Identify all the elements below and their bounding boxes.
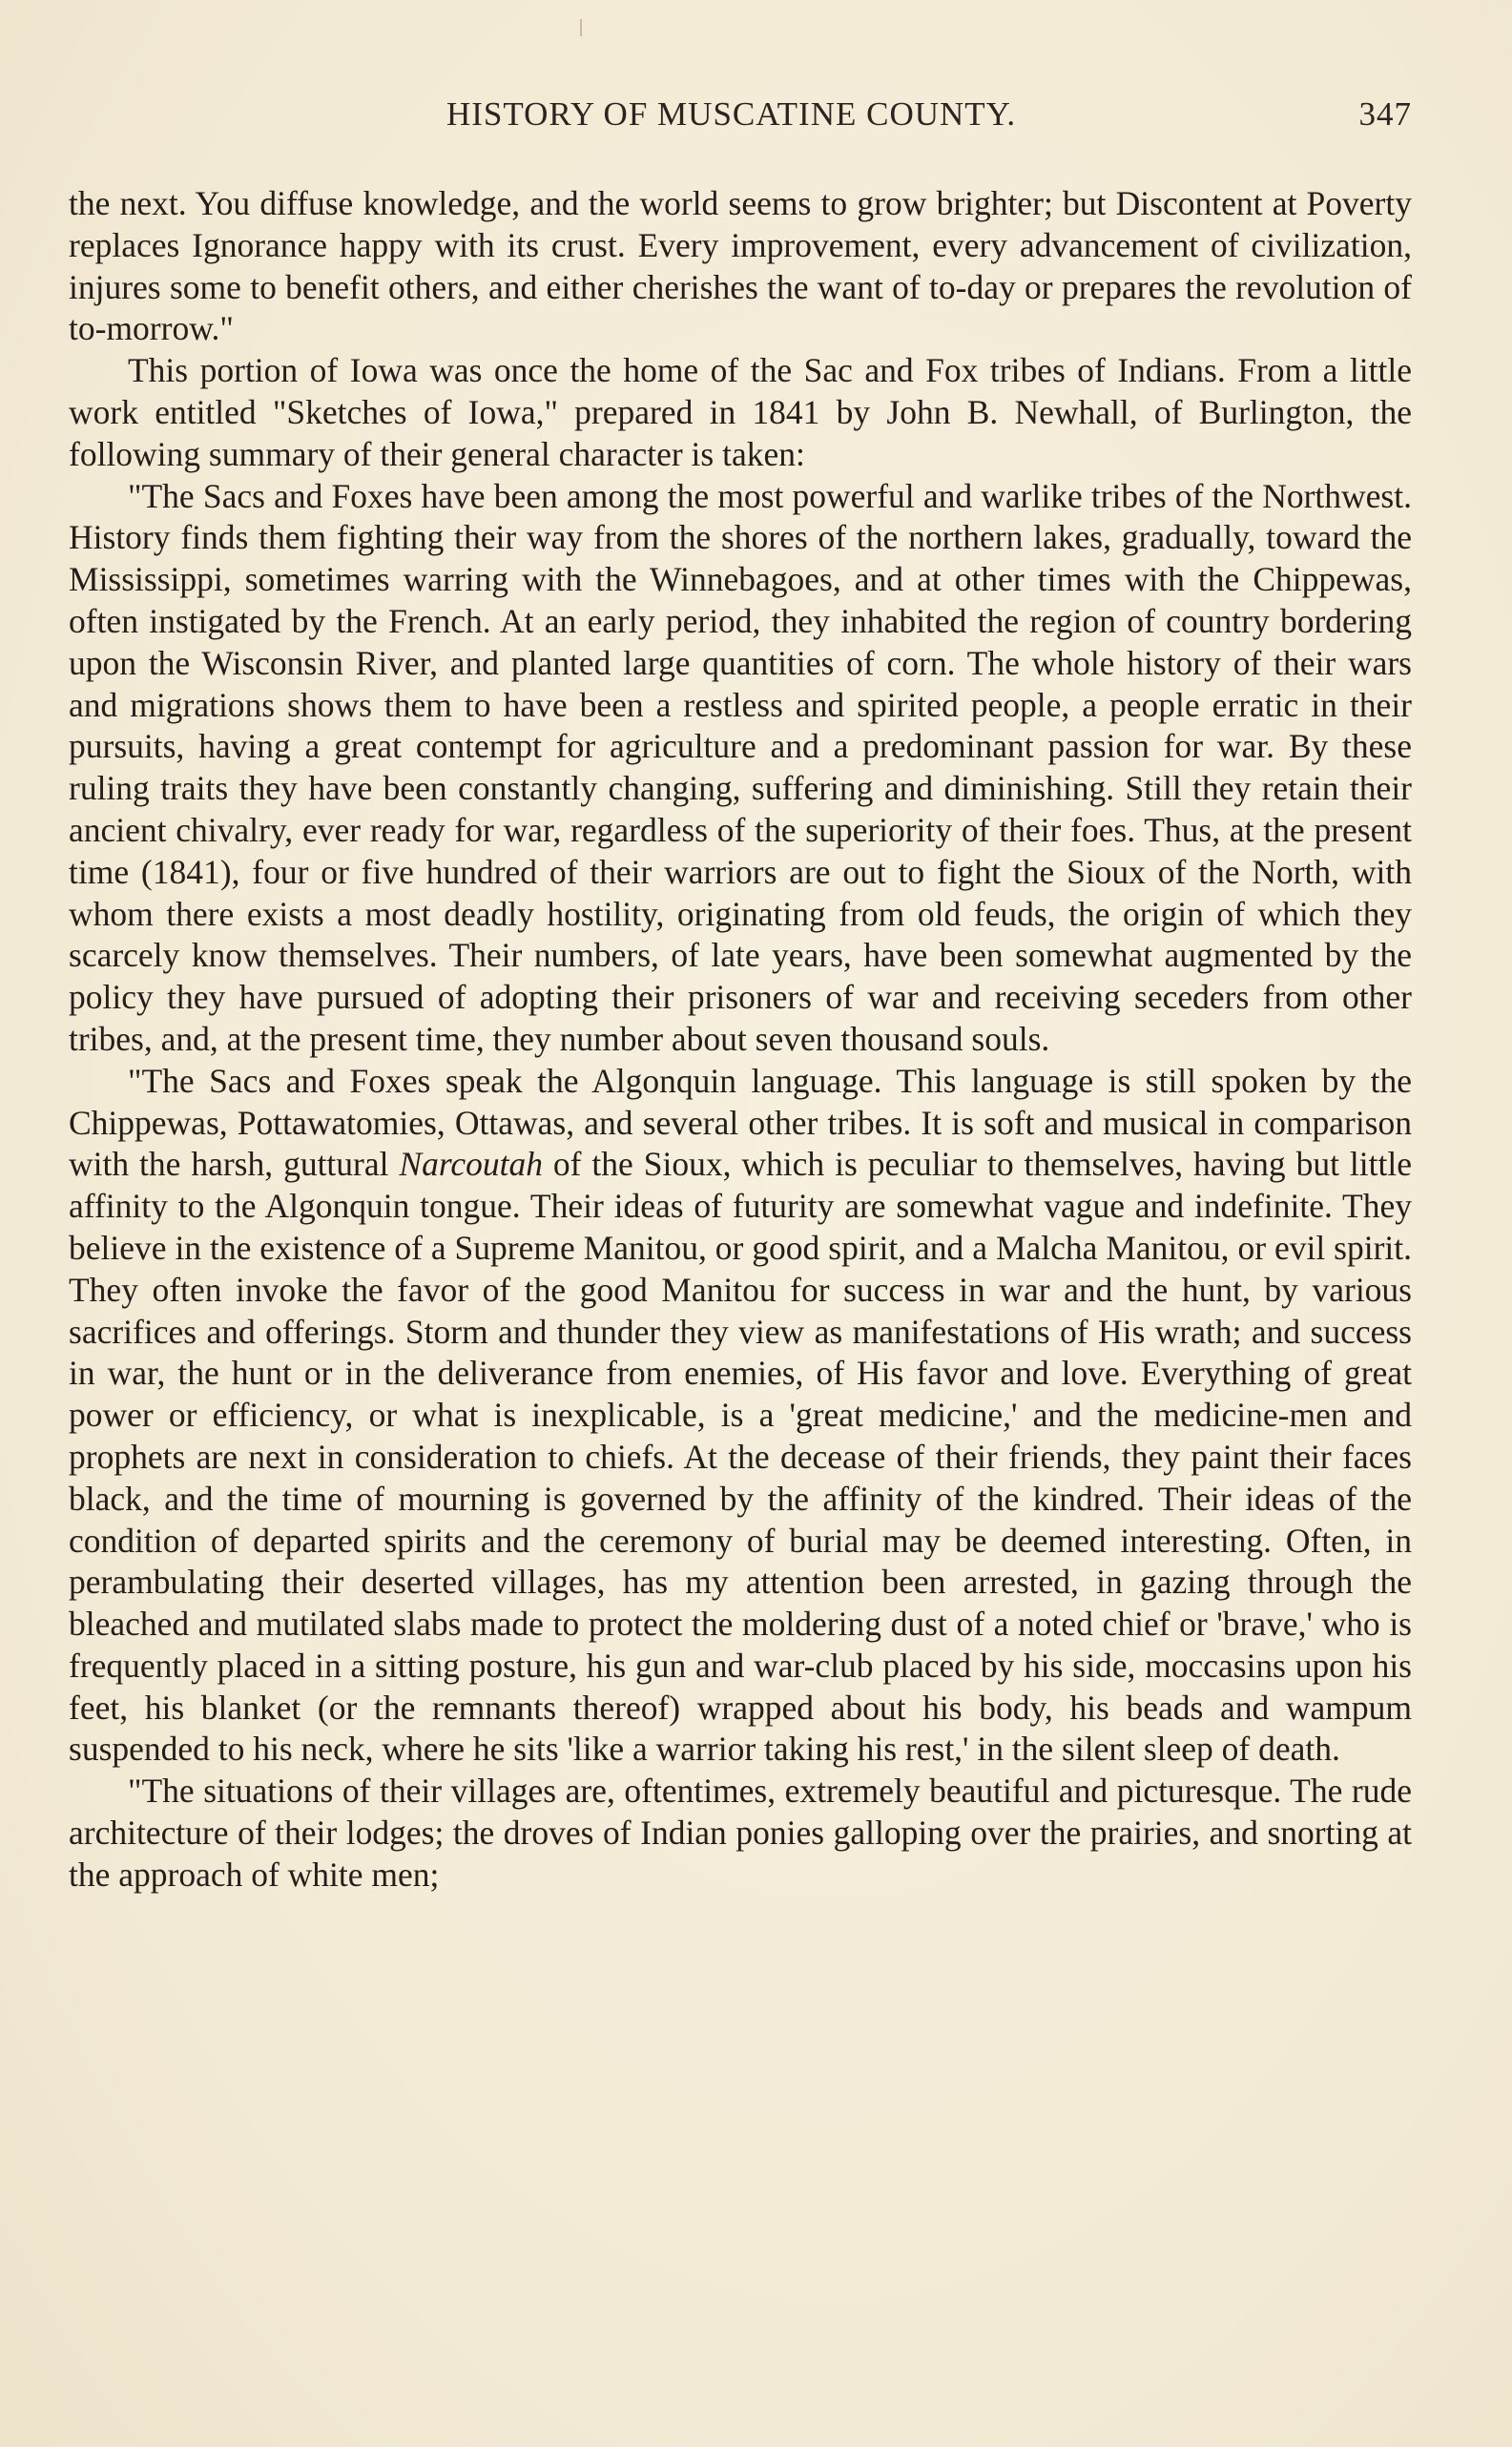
paragraph-villages: "The situations of their villages are, oftentimes, extremely beautiful and picturesque. The rude architecture of their lodges; the droves of Indian ponies galloping over the prairies, and snorting at the approach of white men; [69, 1772, 1412, 1894]
body-text [69, 183, 1412, 1897]
page-number: 347 [1358, 95, 1412, 133]
paragraph-continuation: the next. You diffuse knowledge, and the world seems to grow brighter; but Discontent at Poverty replaces Ignorance happy with its crust. Every improvement, every advancement of civilization, injures some to benefit others, and either cherishes the want of to-day or prepares the revolution of to-morrow." [69, 184, 1412, 348]
print-mark [580, 19, 582, 36]
paragraph-text: of the Sioux, which is peculiar to themselves, having but little affinity to the Algonquin tongue. Their ideas of futurity are somewhat vague and indefinite. They believe in the existence of a Supreme Manitou, or good spirit, and a Malcha Manitou, or evil spirit. They often invoke the favor of the good Manitou for success in war and the hunt, by various sacrifices and offerings. Storm and thunder they view as manifestations of His wrath; and success in war, the hunt or in the deliverance from enemies, of His favor and love. Everything of great power or efficiency, or what is inexplicable, is a 'great medicine,' and the medicine-men and prophets are next in consideration to chiefs. At the decease of their friends, they paint their faces black, and the time of mourning is governed by the affinity of the kindred. Their ideas of the condition of departed spirits and the ceremony of burial may be deemed interesting. Often, in perambulating their deserted villages, has my attention been arrested, in gazing through the bleached and mutilated slabs made to protect the moldering dust of a noted chief or 'brave,' who is frequently placed in a sitting posture, his gun and war-club placed by his side, moccasins upon his feet, his blanket (or the remnants thereof) wrapped about his body, his beads and wampum suspended to his neck, where he sits 'like a warrior taking his rest,' in the silent sleep of death. [69, 1145, 1412, 1769]
italic-term: Narcoutah [399, 1145, 543, 1184]
paragraph-iowa-sac-fox: This portion of Iowa was once the home of the Sac and Fox tribes of Indians. From a little work entitled "Sketches of Iowa," prepared in 1841 by John B. Newhall, of Burlington, the following summary of their general character is taken: [69, 351, 1412, 473]
paragraph-algonquin-language [69, 1061, 1412, 1772]
paragraph-sacs-foxes-history: "The Sacs and Foxes have been among the most powerful and warlike tribes of the Northwest. History finds them fighting their way from the shores of the northern lakes, gradually, toward the Mississippi, sometimes warring with the Winnebagoes, and at other times with the Chippewas, often instigated by the French. At an early period, they inhabited the region of country bordering upon the Wisconsin River, and planted large quantities of corn. The whole history of their wars and migrations shows them to have been a restless and spirited people, a people erratic in their pursuits, having a great contempt for agriculture and a predominant passion for war. By these ruling traits they have been constantly changing, suffering and diminishing. Still they retain their ancient chivalry, ever ready for war, regardless of the superiority of their foes. Thus, at the present time (1841), four or five hundred of their warriors are out to fight the Sioux of the North, with whom there exists a most deadly hostility, originating from old feuds, the origin of which they scarcely know themselves. Their numbers, of late years, have been somewhat augmented by the policy they have pursued of adopting their prisoners of war and receiving seceders from other tribes, and, at the present time, they number about seven thousand souls. [69, 476, 1412, 1058]
paragraph-text: "The Sacs and Foxes speak the Algonquin language. This language is still spoken by the Chippewas, Pottawatomies, Ottawas, and several other tribes. It is soft and musical in comparison with the harsh, guttural [69, 1061, 1412, 1184]
running-title: HISTORY OF MUSCATINE COUNTY. [446, 95, 1017, 133]
